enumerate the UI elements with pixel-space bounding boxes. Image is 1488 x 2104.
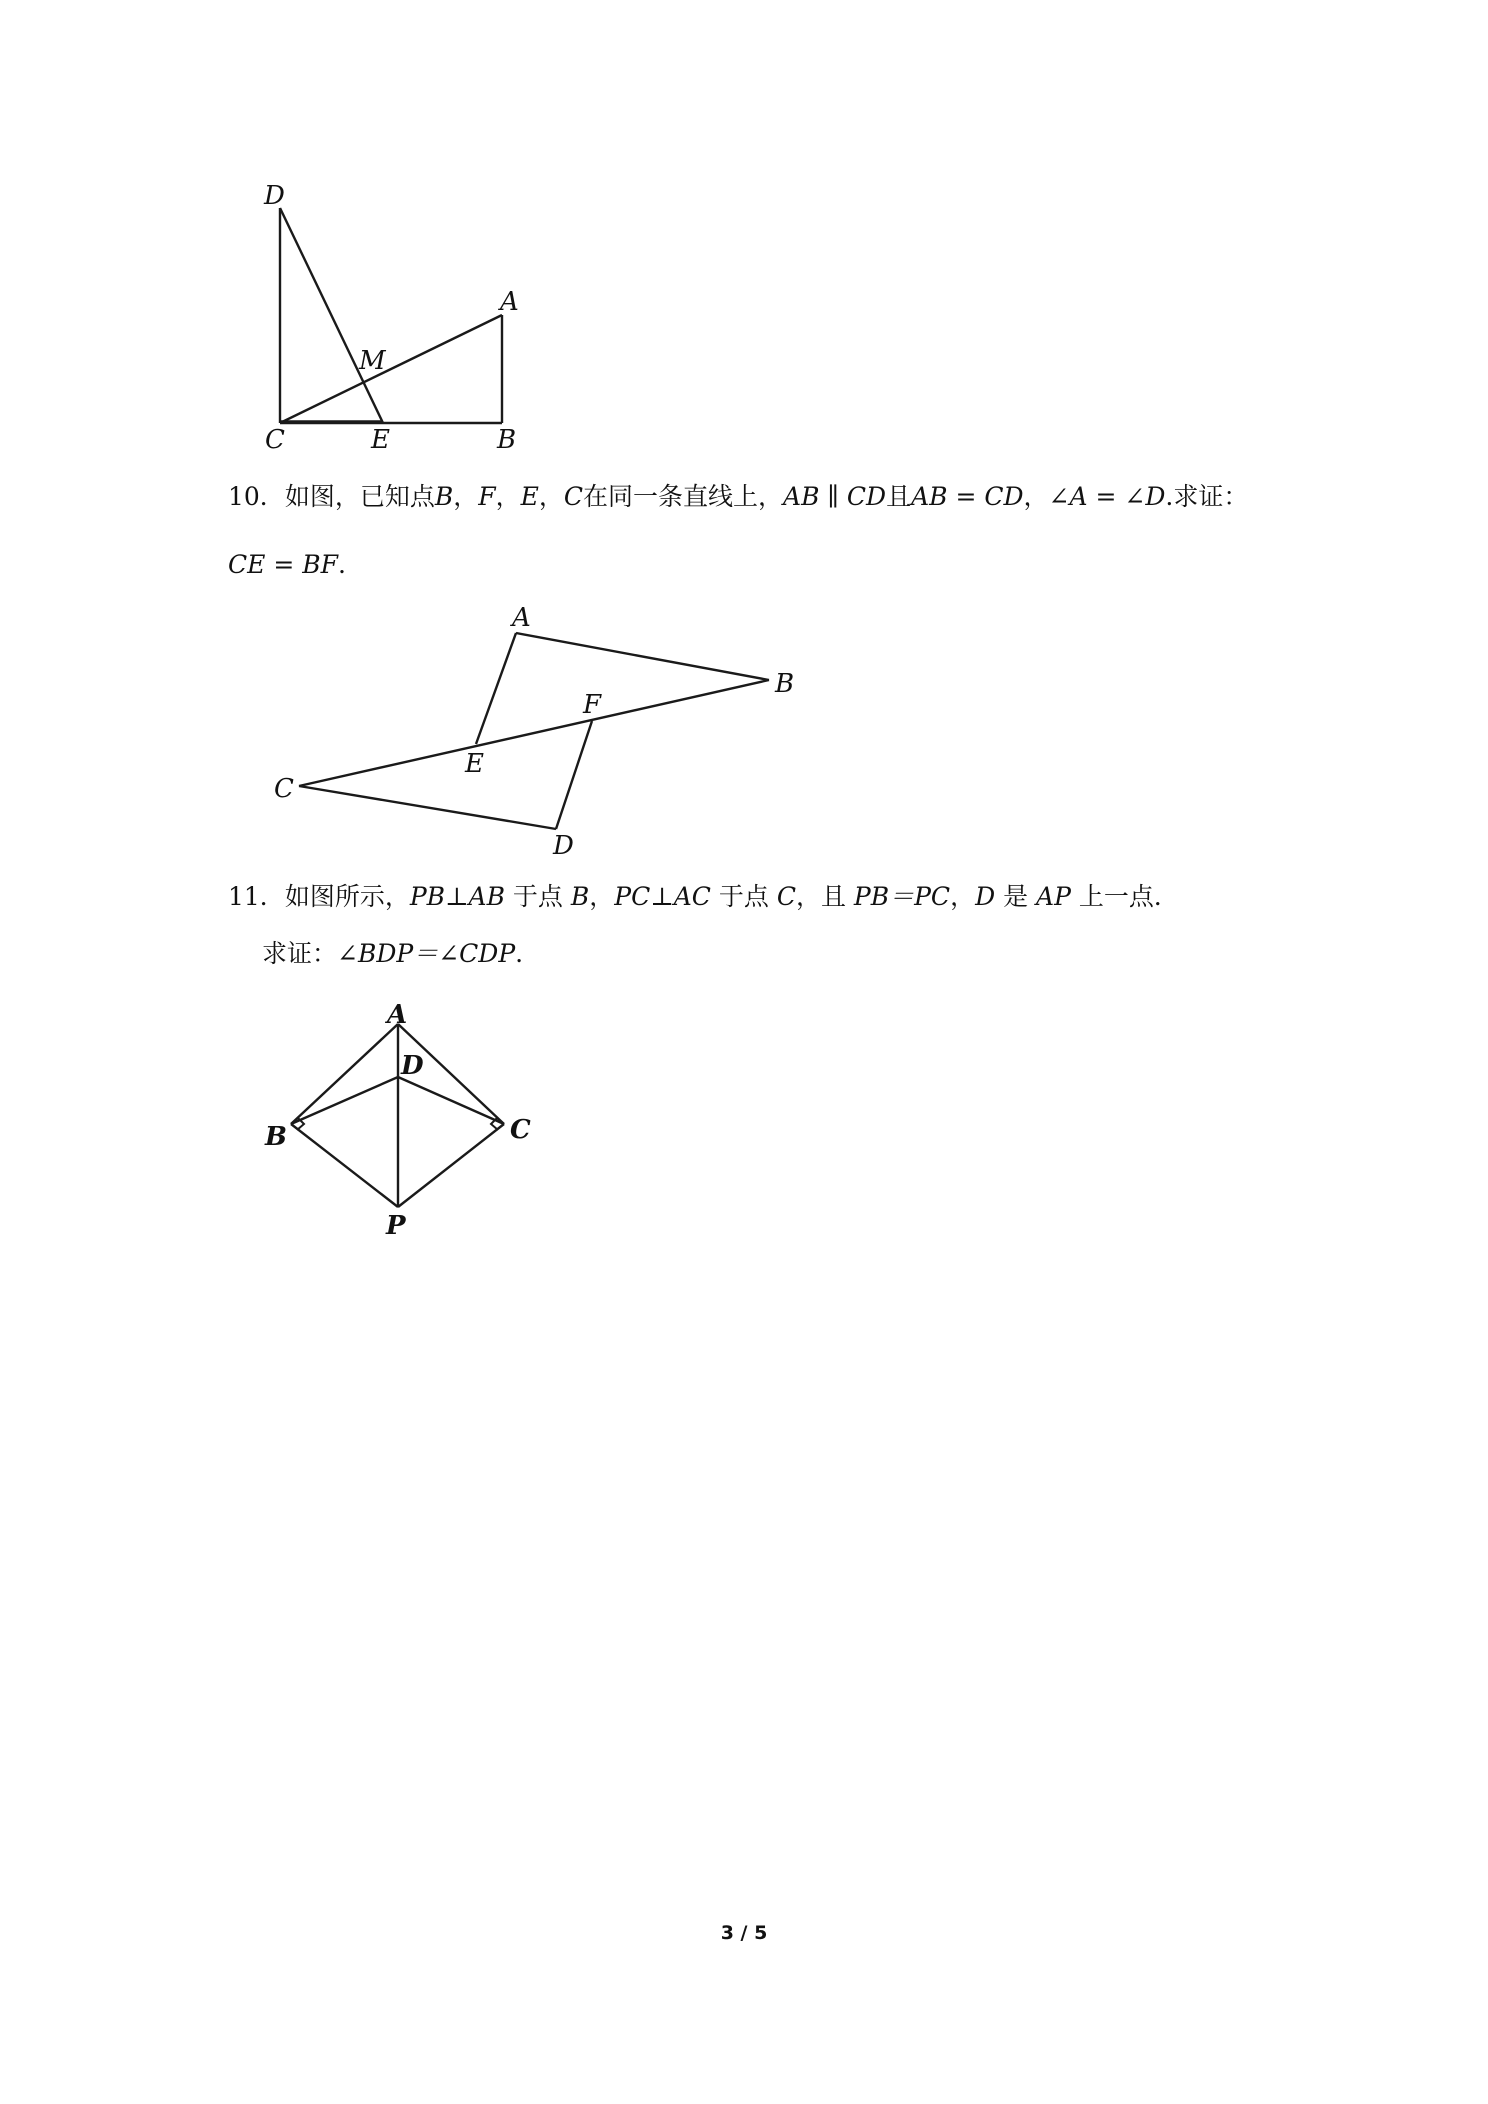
label-e: E (465, 749, 484, 779)
label-p: P (386, 1211, 406, 1241)
label-c: C (510, 1115, 531, 1145)
label-b: B (497, 425, 517, 455)
question-10-line2: CE = BF. (228, 550, 346, 579)
label-d: D (264, 181, 285, 211)
label-f: F (583, 690, 602, 720)
label-a: A (387, 1000, 408, 1030)
label-a: A (500, 287, 519, 317)
label-b: B (775, 669, 795, 699)
label-d: D (553, 831, 574, 861)
question-10-number: 10． (228, 482, 285, 511)
label-c: C (265, 425, 285, 455)
label-b: B (265, 1122, 287, 1152)
question-10-line1: 10．如图，已知点B，F，E，C在同一条直线上，AB ∥ CD且AB = CD，∠A = ∠D.求证： (228, 482, 1249, 511)
label-e: E (371, 425, 390, 455)
label-m: M (359, 346, 386, 376)
question-11-line1: 11．如图所示，PB⊥AB 于点 B，PC⊥AC 于点 C，且 PB＝PC，D 是 AP 上一点． (228, 882, 1179, 911)
label-d: D (401, 1051, 424, 1081)
label-c: C (274, 774, 294, 804)
page-number: 3 / 5 (720, 1922, 768, 1944)
question-11-line2: 求证：∠BDP＝∠CDP. (262, 939, 524, 968)
label-a: A (512, 603, 531, 633)
question-11-number: 11． (228, 882, 285, 911)
